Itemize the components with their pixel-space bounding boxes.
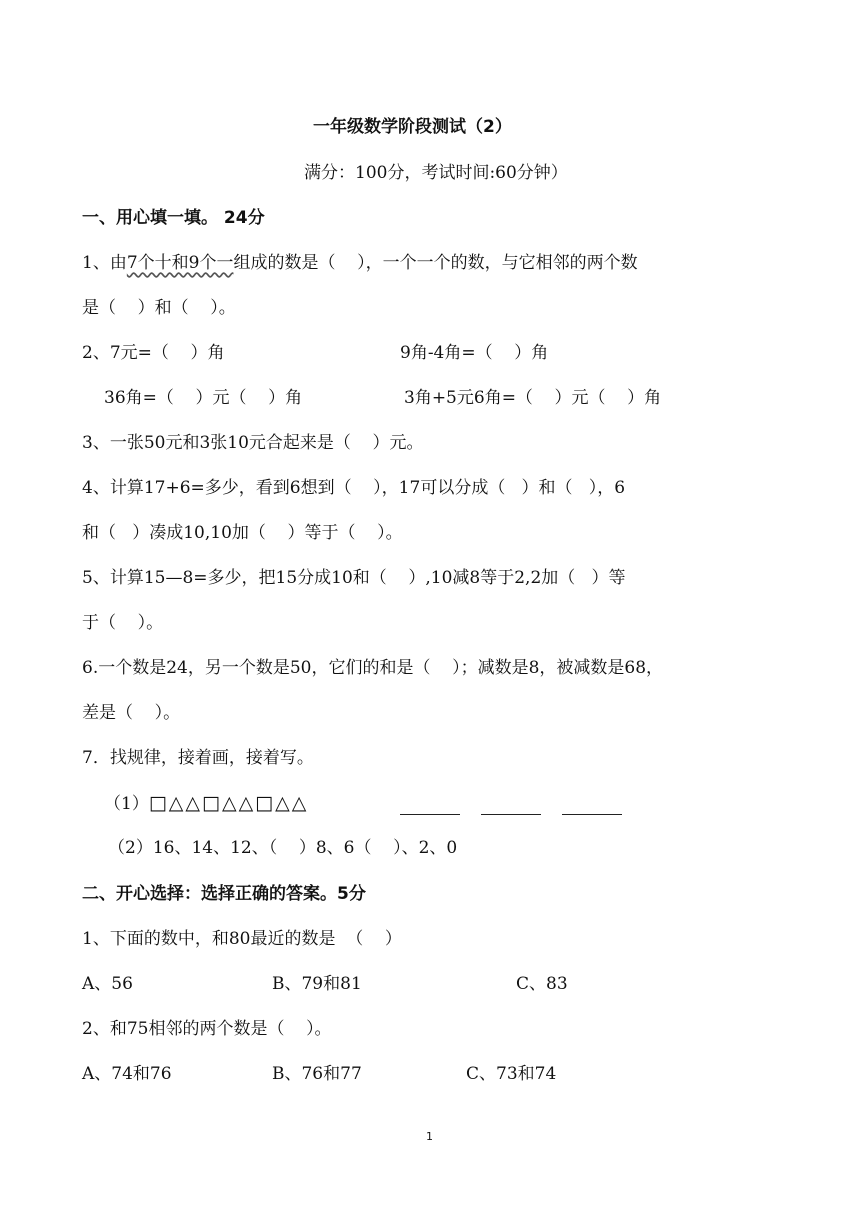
answer-blank-1[interactable] <box>400 798 460 815</box>
q1-line1 <box>82 252 638 274</box>
s2-q2: 2、和75相邻的两个数是（ ）。 <box>82 1019 332 1039</box>
q4-line1: 4、计算17+6=多少，看到6想到（ ），17可以分成（ ）和（ ），6 <box>82 478 626 498</box>
page-title: 一年级数学阶段测试（2） <box>313 117 512 137</box>
q2-c: 36角=（ ）元（ ）角 <box>104 388 303 408</box>
q1-line2: 是（ ）和（ ）。 <box>82 298 236 318</box>
s2-q2-option-a: A、74和76 <box>82 1064 172 1084</box>
q3: 3、一张50元和3张10元合起来是（ ）元。 <box>82 433 424 453</box>
q6-line1: 6.一个数是24，另一个数是50，它们的和是（ ）；减数是8，被减数是68， <box>82 658 664 678</box>
q6-line2: 差是（ ）。 <box>82 703 181 723</box>
q2-b: 9角-4角=（ ）角 <box>400 343 549 363</box>
answer-blank-3[interactable] <box>562 798 622 815</box>
q7-p1-label: （1） <box>104 794 149 814</box>
s2-q1-option-b: B、79和81 <box>272 974 362 994</box>
s2-q1: 1、下面的数中，和80最近的数是 （ ） <box>82 929 402 949</box>
q2-d: 3角+5元6角=（ ）元（ ）角 <box>404 388 662 408</box>
q1-underlined: 7个十和9个一 <box>126 253 234 273</box>
page-subtitle: 满分：100分，考试时间:60分钟） <box>304 163 568 183</box>
q7-pattern1 <box>104 792 308 815</box>
section2-heading: 二、开心选择：选择正确的答案。5分 <box>82 884 366 904</box>
page-number: 1 <box>426 1130 433 1143</box>
answer-blank-2[interactable] <box>481 798 541 815</box>
q1-pre: 1、由 <box>82 253 127 273</box>
section1-heading: 一、用心填一填。 24分 <box>82 208 265 228</box>
q5-line2: 于（ ）。 <box>82 613 164 633</box>
q7-p1-shapes: □△△□△△□△△ <box>148 792 309 814</box>
q1-post: 组成的数是（ ），一个一个的数，与它相邻的两个数 <box>233 253 638 273</box>
s2-q1-option-c: C、83 <box>516 974 568 994</box>
q5-line1: 5、计算15—8=多少，把15分成10和（ ）,10减8等于2,2加（ ）等 <box>82 568 626 588</box>
s2-q2-option-b: B、76和77 <box>272 1064 362 1084</box>
q7-pattern2: （2）16、14、12、（ ）8、6（ ）、2、0 <box>108 838 458 858</box>
s2-q2-option-c: C、73和74 <box>466 1064 557 1084</box>
q2-a: 2、7元=（ ）角 <box>82 343 225 363</box>
s2-q1-option-a: A、56 <box>82 974 133 994</box>
q4-line2: 和（ ）凑成10,10加（ ）等于（ ）。 <box>82 523 403 543</box>
q7-intro: 7．找规律，接着画，接着写。 <box>82 748 314 768</box>
